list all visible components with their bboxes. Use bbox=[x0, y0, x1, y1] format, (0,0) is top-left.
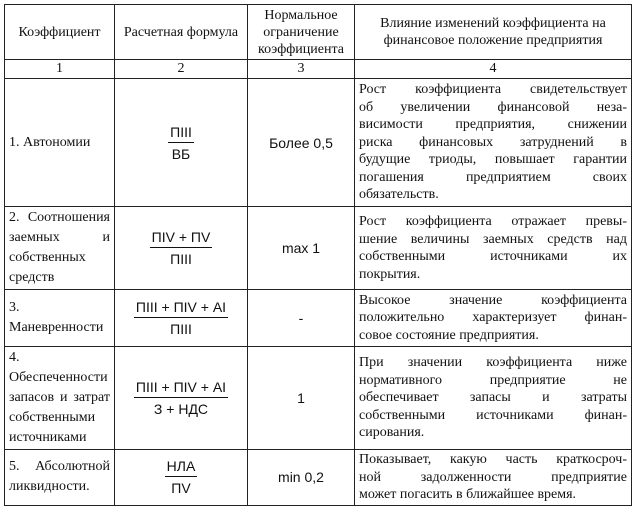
formula-numerator: ПIII + ПIV + АI bbox=[134, 378, 228, 398]
effect-line: риска финансовых затруднений в bbox=[359, 134, 627, 150]
header-effect: Влияние изменений коэффициента на финансовое положение предприятия bbox=[355, 5, 632, 60]
effect-line: будущие триоды, повышает гарантии bbox=[359, 152, 627, 168]
effect-line: собственными источниками финан- bbox=[359, 407, 627, 423]
effect-line: ной задолженности предприятие bbox=[359, 469, 627, 485]
header-limit: Нормальное ограничение коэффициента bbox=[248, 5, 355, 60]
column-number: 3 bbox=[248, 60, 355, 79]
column-number-row bbox=[5, 60, 632, 79]
effect-line: обеспечивает запасы и затраты bbox=[359, 390, 627, 406]
formula-denominator: ПV bbox=[171, 480, 191, 497]
normal-limit: min 0,2 bbox=[248, 450, 355, 506]
formula-denominator: З + НДС bbox=[153, 401, 209, 417]
normal-limit: 1 bbox=[248, 347, 355, 450]
effect-line: шение величины заемных средств над bbox=[359, 231, 627, 247]
effect-description bbox=[355, 347, 632, 450]
normal-limit: Более 0,5 bbox=[248, 79, 355, 207]
effect-line: Рост коэффициента свидетельствует bbox=[359, 82, 627, 98]
ratios-table bbox=[4, 4, 632, 506]
effect-line: погашения предприятием своих bbox=[359, 169, 627, 185]
effect-line: Показывает, какую часть краткосроч- bbox=[359, 452, 627, 467]
formula-numerator: ПIII + ПIV + АI bbox=[134, 298, 228, 318]
column-number: 2 bbox=[115, 60, 248, 79]
effect-line: сирования. bbox=[359, 425, 425, 441]
formula-denominator: ПIII bbox=[170, 321, 192, 337]
formula-numerator: НЛА bbox=[165, 457, 198, 477]
formula bbox=[134, 298, 228, 338]
table-row bbox=[5, 347, 632, 450]
effect-line: собственными источниками их bbox=[359, 249, 627, 264]
table-row bbox=[5, 207, 632, 290]
effect-line: совое состояние предприятия. bbox=[359, 327, 539, 343]
effect-line: может погасить в ближайшее время. bbox=[359, 487, 577, 502]
coefficient-name: 5. Абсолютной ликвидности. bbox=[5, 450, 115, 506]
formula-cell bbox=[115, 347, 248, 450]
normal-limit: max 1 bbox=[248, 207, 355, 290]
column-number: 4 bbox=[355, 60, 632, 79]
formula-cell bbox=[115, 290, 248, 347]
formula bbox=[165, 457, 198, 497]
coefficient-name: 4. Обеспеченности запасов и затрат собственными источниками bbox=[5, 347, 115, 450]
effect-line: Высокое значение коэффициента bbox=[359, 292, 627, 308]
table-row bbox=[5, 450, 632, 506]
coefficient-name: 1. Автономии bbox=[5, 79, 115, 207]
effect-line: нормативного предприятие не bbox=[359, 372, 627, 388]
coefficient-name: 3. Маневренности bbox=[5, 290, 115, 347]
normal-limit: - bbox=[248, 290, 355, 347]
coefficient-name: 2. Соотношения заемных и собственных средств bbox=[5, 207, 115, 290]
formula bbox=[150, 228, 213, 268]
effect-line: обязательств. bbox=[359, 187, 439, 203]
effect-description bbox=[355, 207, 632, 290]
formula bbox=[134, 378, 228, 418]
formula-numerator: ПIII bbox=[168, 123, 194, 143]
effect-line: об увеличении финансовой неза- bbox=[359, 99, 627, 115]
effect-line: Рост коэффициента отражает превы- bbox=[359, 214, 627, 229]
table-row bbox=[5, 79, 632, 207]
formula-denominator: ПIII bbox=[170, 251, 192, 267]
formula-denominator: ВБ bbox=[171, 145, 191, 162]
formula-numerator: ПIV + ПV bbox=[150, 228, 213, 248]
effect-line: висимости предприятия, снижении bbox=[359, 117, 627, 133]
effect-description bbox=[355, 450, 632, 506]
effect-description bbox=[355, 79, 632, 207]
formula-cell bbox=[115, 207, 248, 290]
formula-cell bbox=[115, 79, 248, 207]
formula bbox=[168, 123, 194, 163]
table-row bbox=[5, 290, 632, 347]
header-row bbox=[5, 5, 632, 60]
column-number: 1 bbox=[5, 60, 115, 79]
header-formula: Расчетная формула bbox=[115, 5, 248, 60]
effect-description bbox=[355, 290, 632, 347]
effect-line: покрытия. bbox=[359, 266, 421, 282]
effect-line: При значении коэффициента ниже bbox=[359, 355, 627, 371]
effect-line: положительно характеризует финан- bbox=[359, 310, 627, 326]
formula-cell bbox=[115, 450, 248, 506]
header-coefficient: Коэффициент bbox=[5, 5, 115, 60]
